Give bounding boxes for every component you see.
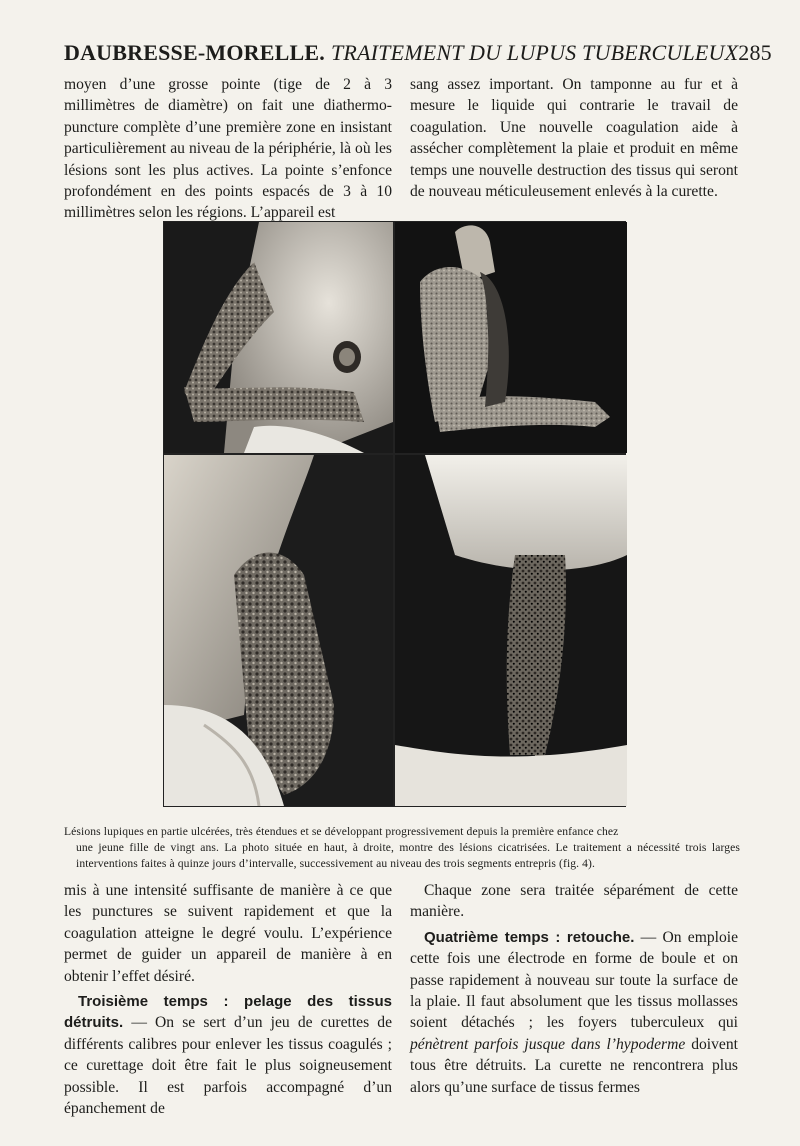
photo-chest-arm (164, 222, 393, 453)
text-column-top-right (410, 74, 738, 202)
paragraph-coagulation: sang assez important. On tamponne au fur et à mesure le liquide qui contrarie le travail de coagulation. Une nouvelle coagulation aide à assécher complètement la plaie et produit en même temps une nouvelle destruction des tissus qui seront de nouveau méticuleusement enlevés à la curette. (410, 76, 738, 201)
fourth-step-italic: pénètrent parfois jusque dans l’hypoderme (410, 1035, 686, 1053)
heading-fourth-step: Quatrième temps : retouche. (424, 928, 635, 946)
caption-line-1: Lésions lupiques en partie ulcérées, très étendues et se développant progressivement depuis la première enfance chez (64, 825, 619, 838)
section-third-step (64, 991, 392, 1119)
running-head (64, 40, 772, 66)
heading-third-step: Troisième temps : pelage des tissus détruits. (64, 993, 392, 1032)
section-fourth-step (410, 927, 738, 1098)
text-column-bottom-left (64, 880, 392, 1119)
paragraph-intensity: mis à une intensité suffisante de manière à ce que les punctures se suivent rapidement et que la coagulation atteigne le degré voulu. L’expérience permet de guider un appareil de manière à en obtenir l’effet désiré. (64, 882, 392, 985)
fourth-step-body-end: doivent tous être détruits. La curette ne rencontrera plus alors qu’une surface de tissus fermes (410, 1035, 738, 1096)
header-title: TRAITEMENT DU LUPUS TUBERCULEUX (330, 40, 739, 65)
page-number: 285 (738, 40, 772, 65)
photo-leg (395, 455, 627, 806)
fourth-step-body-start: — On emploie cette fois une électrode en forme de boule et on passe rapidement à nouveau sur toute la surface de la plaie. Il faut absolument que les tissus mollasses soient détachés ; les foyers tuberculeux qui (410, 928, 738, 1032)
photo-healed-arm (395, 222, 627, 453)
third-step-body: — On se sert d’un jeu de curettes de différents calibres pour enlever les tissus coagulés ; ce curettage doit être fait le plus soigneusement possible. Il est parfois accompagné d’un épanchement de (64, 1014, 392, 1118)
paragraph-puncture: moyen d’une grosse pointe (tige de 2 à 3 millimètres de diamètre) on fait une diathermo-puncture complète d’une première zone en insistant particulièrement au niveau de la périphérie, là où les lésions sont les plus actives. La pointe s’enfonce profondément en des points espacés de 3 à 10 millimètres selon les régions. L’appareil est (64, 76, 392, 222)
figure-photo-plate (163, 221, 626, 807)
figure-caption (64, 824, 740, 872)
text-column-bottom-right (410, 880, 738, 1098)
photo-back-shoulder (164, 455, 393, 806)
caption-continuation: une jeune fille de vingt ans. La photo située en haut, à droite, montre des lésions cicatrisées. Le traitement a nécessité trois larges interventions faites à quinze jours d’intervalle, successivement au niveau des trois segments entrepris (fig. 4). (76, 841, 740, 870)
text-column-top-left (64, 74, 392, 224)
paragraph-each-zone: Chaque zone sera traitée séparément de cette manière. (410, 882, 738, 921)
header-authors: DAUBRESSE-MORELLE. (64, 40, 325, 65)
